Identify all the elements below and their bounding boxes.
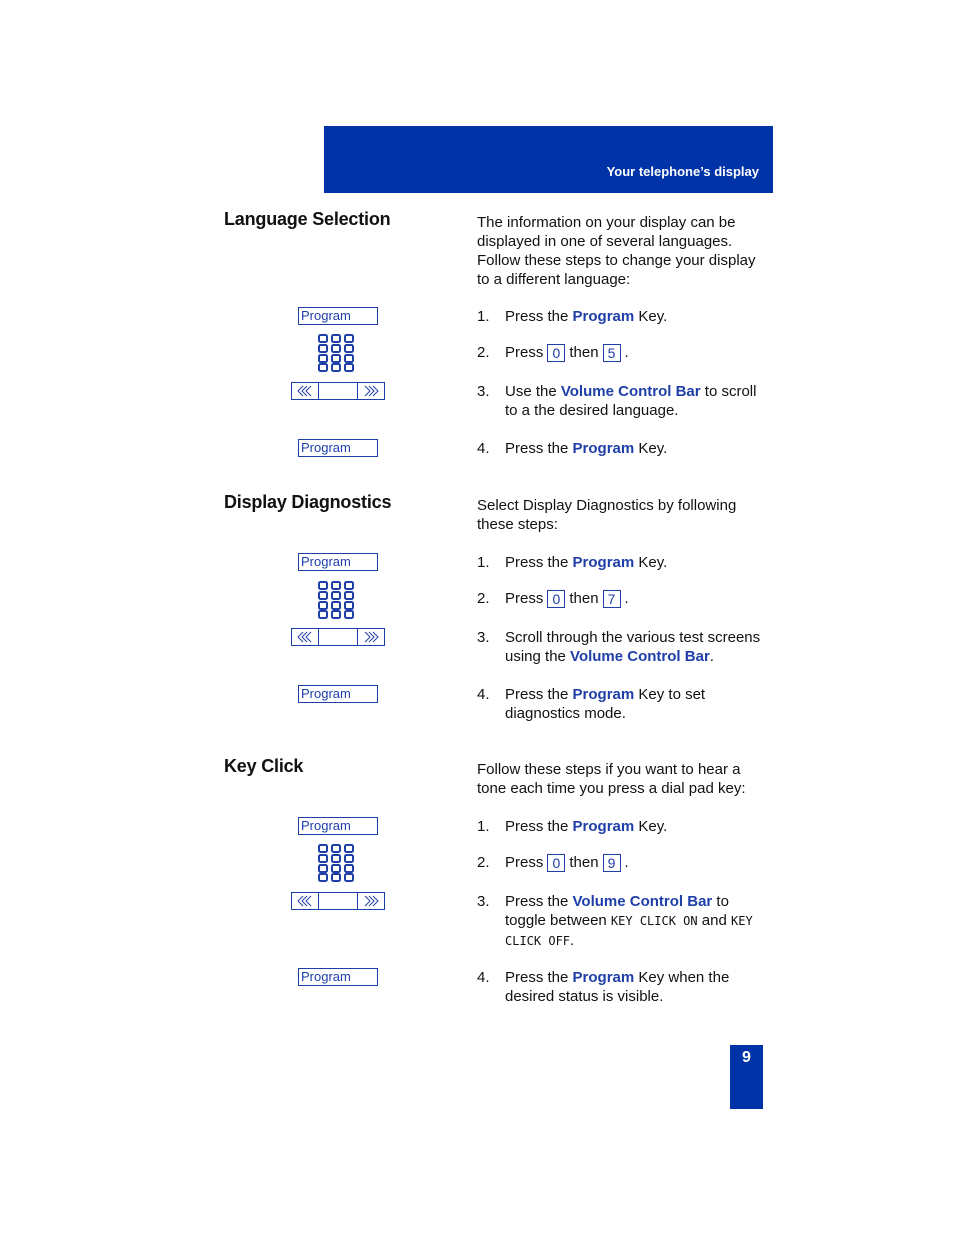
- page-number-tab: [730, 1045, 763, 1109]
- display-text: KEY CLICK ON: [610, 914, 698, 928]
- display-text: KEY CLICK OFF: [505, 914, 753, 948]
- program-key[interactable]: Program: [298, 439, 378, 457]
- volume-up-key[interactable]: [357, 383, 384, 399]
- section-heading-language-selection: Language Selection: [224, 209, 391, 229]
- volume-control-bar[interactable]: [291, 628, 385, 646]
- program-key[interactable]: Program: [298, 685, 378, 703]
- dialpad-icon: [317, 843, 357, 883]
- volume-control-bar[interactable]: [291, 892, 385, 910]
- step-item: 4. Press the Program Key to set diagnostics mode.: [477, 686, 706, 722]
- volume-up-key[interactable]: [357, 629, 384, 645]
- volume-up-icon: [358, 895, 384, 907]
- volume-down-key[interactable]: [292, 629, 319, 645]
- volume-up-key[interactable]: [357, 893, 384, 909]
- step-item: 1. Press the Program Key.: [477, 308, 668, 325]
- volume-down-key[interactable]: [292, 893, 319, 909]
- program-key[interactable]: Program: [298, 817, 378, 835]
- volume-up-icon: [358, 631, 384, 643]
- step-item: 3. Use the Volume Control Bar to scroll to a the desired language.: [477, 383, 757, 419]
- step-item: 2. Press 0 then 7 .: [477, 590, 629, 608]
- section-heading-display-diagnostics: Display Diagnostics: [224, 492, 392, 512]
- step-item: 4. Press the Program Key when the desired status is visible.: [477, 969, 730, 1005]
- digit-key: 7: [603, 590, 621, 608]
- digit-key: 0: [547, 854, 565, 872]
- page-number: 9: [742, 1049, 751, 1066]
- step-item: 1. Press the Program Key.: [477, 818, 668, 835]
- section-heading-key-click: Key Click: [224, 756, 304, 776]
- section-intro: Follow these steps if you want to hear a tone each time you press a dial pad key:: [477, 761, 746, 797]
- digit-key: 0: [547, 344, 565, 362]
- digit-key: 9: [603, 854, 621, 872]
- header-title: Your telephone’s display: [606, 164, 759, 179]
- program-key[interactable]: Program: [298, 553, 378, 571]
- step-item: 2. Press 0 then 9 .: [477, 854, 629, 872]
- volume-down-icon: [292, 631, 318, 643]
- dialpad-icon: [317, 580, 357, 620]
- section-intro: Select Display Diagnostics by following these steps:: [477, 497, 737, 533]
- digit-key: 0: [547, 590, 565, 608]
- section-intro: The information on your display can be displayed in one of several languages. Follow these steps to change your display to a different language:: [477, 214, 756, 288]
- step-item: 4. Press the Program Key.: [477, 440, 668, 457]
- step-item: 3. Scroll through the various test screens using the Volume Control Bar.: [477, 629, 761, 665]
- digit-key: 5: [603, 344, 621, 362]
- program-key[interactable]: Program: [298, 968, 378, 986]
- step-item: 3. Press the Volume Control Bar to toggle between KEY CLICK ON and KEY CLICK OFF.: [477, 893, 753, 949]
- step-item: 1. Press the Program Key.: [477, 554, 668, 571]
- dialpad-icon: [317, 333, 357, 373]
- volume-control-bar[interactable]: [291, 382, 385, 400]
- header-band: [324, 126, 773, 193]
- step-item: 2. Press 0 then 5 .: [477, 344, 629, 362]
- volume-up-icon: [358, 385, 384, 397]
- volume-down-icon: [292, 385, 318, 397]
- volume-down-key[interactable]: [292, 383, 319, 399]
- volume-down-icon: [292, 895, 318, 907]
- program-key[interactable]: Program: [298, 307, 378, 325]
